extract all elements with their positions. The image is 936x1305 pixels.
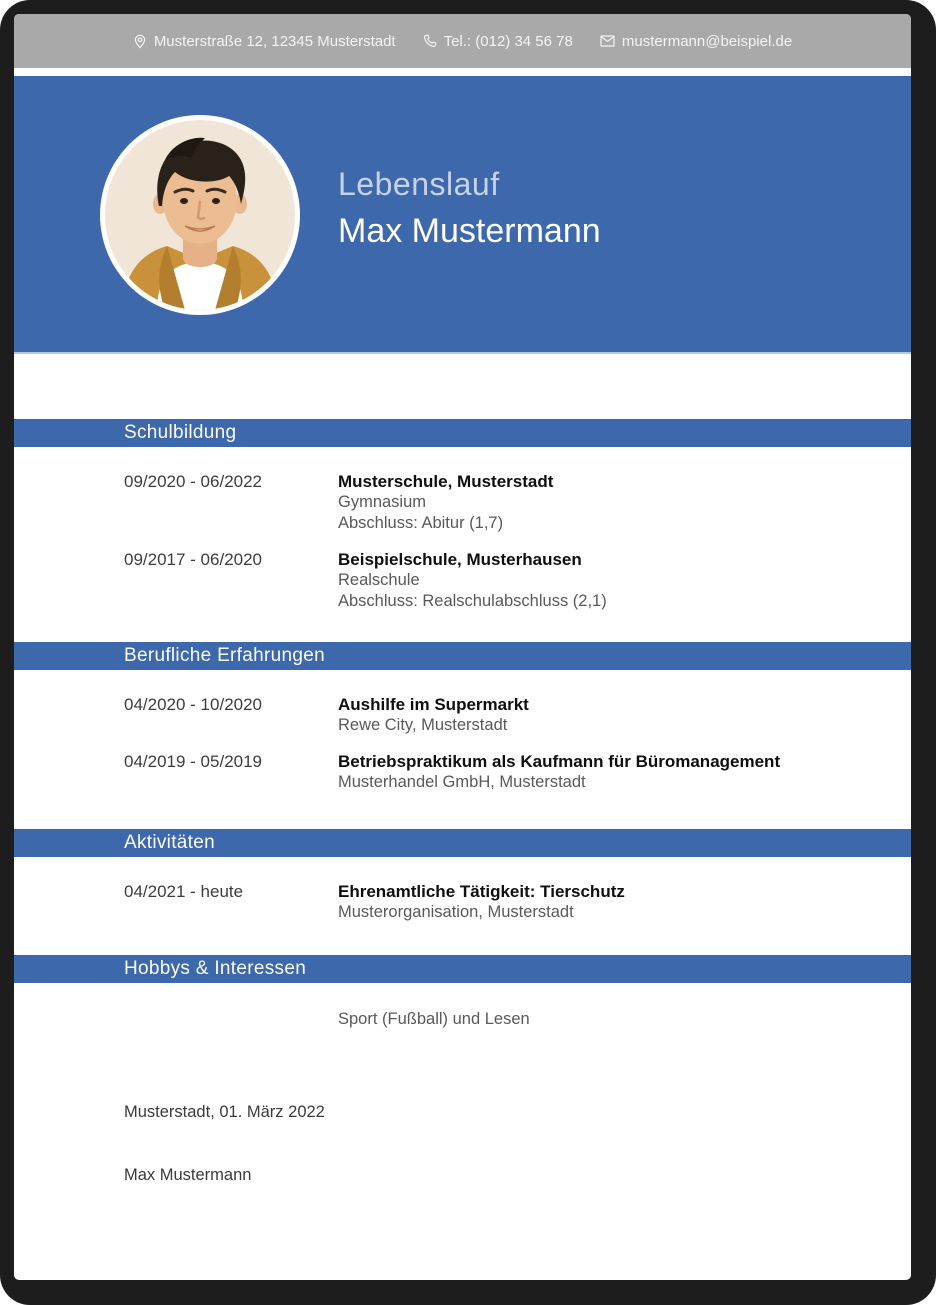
cv-entry [14,1009,911,1030]
entry-line: Gymnasium [338,493,427,511]
entry-title: Musterschule, Musterstadt [338,472,554,491]
contact-phone-text: Tel.: (012) 34 56 78 [443,32,573,50]
entry-title: Beispielschule, Musterhausen [338,550,582,569]
cv-section [14,955,911,1030]
phone-icon [423,34,437,48]
hero-banner [14,76,911,354]
entry-period: 04/2019 - 05/2019 [124,752,263,771]
entry-title: Aushilfe im Supermarkt [338,695,529,714]
entry-details [338,471,911,534]
person-name: Max Mustermann [338,212,601,250]
section-body [14,857,911,955]
cv-section [14,419,911,642]
entry-period: 09/2017 - 06/2020 [124,550,263,569]
section-header-bar: Hobbys & Interessen [14,955,911,983]
cv-section [14,829,911,955]
contact-phone [423,33,573,50]
cv-entry [14,751,911,793]
entry-line: Musterorganisation, Musterstadt [338,903,574,921]
cv-entry [14,881,911,923]
top-white-gap [14,68,911,76]
entry-details [338,1009,911,1030]
cv-entry [14,549,911,612]
entry-period: 09/2020 - 06/2022 [124,472,263,491]
contact-email-text: mustermann@beispiel.de [621,32,793,50]
entry-line: Abschluss: Abitur (1,7) [338,514,504,532]
signature-block [14,1102,911,1186]
cv-section [14,642,911,829]
entry-period [124,1009,338,1030]
contact-email [600,33,792,50]
section-header-bar: Schulbildung [14,419,911,447]
cv-sections [14,419,911,1030]
entry-period: 04/2020 - 10/2020 [124,695,263,714]
entry-line: Realschule [338,571,420,589]
entry-line: Musterhandel GmbH, Musterstadt [338,773,586,791]
location-pin-icon [133,34,147,49]
entry-details [338,751,911,793]
section-header-bar: Aktivitäten [14,829,911,857]
signature-place-date: Musterstadt, 01. März 2022 [124,1103,325,1121]
profile-photo [100,115,300,315]
hero-after-gap [14,354,911,419]
portrait-illustration [105,120,295,310]
section-body [14,447,911,642]
entry-details [338,549,911,612]
entry-title: Ehrenamtliche Tätigkeit: Tierschutz [338,882,625,901]
section-body [14,670,911,829]
signature-name: Max Mustermann [124,1166,252,1184]
cv-entry [14,694,911,736]
cv-page [14,14,911,1280]
entry-title: Betriebspraktikum als Kaufmann für Büromanagement [338,752,781,771]
envelope-icon [600,35,615,47]
document-type-title: Lebenslauf [338,166,500,202]
hero-text [338,164,601,252]
contact-address [133,33,396,50]
section-header-bar: Berufliche Erfahrungen [14,642,911,670]
contact-address-text: Musterstraße 12, 12345 Musterstadt [153,32,396,50]
entry-details [338,881,911,923]
section-body [14,983,911,1030]
entry-details [338,694,911,736]
contact-bar [14,14,911,68]
entry-line: Sport (Fußball) und Lesen [338,1010,530,1028]
entry-line: Abschluss: Realschulabschluss (2,1) [338,592,607,610]
entry-line: Rewe City, Musterstadt [338,716,508,734]
entry-period: 04/2021 - heute [124,882,244,901]
cv-entry [14,471,911,534]
